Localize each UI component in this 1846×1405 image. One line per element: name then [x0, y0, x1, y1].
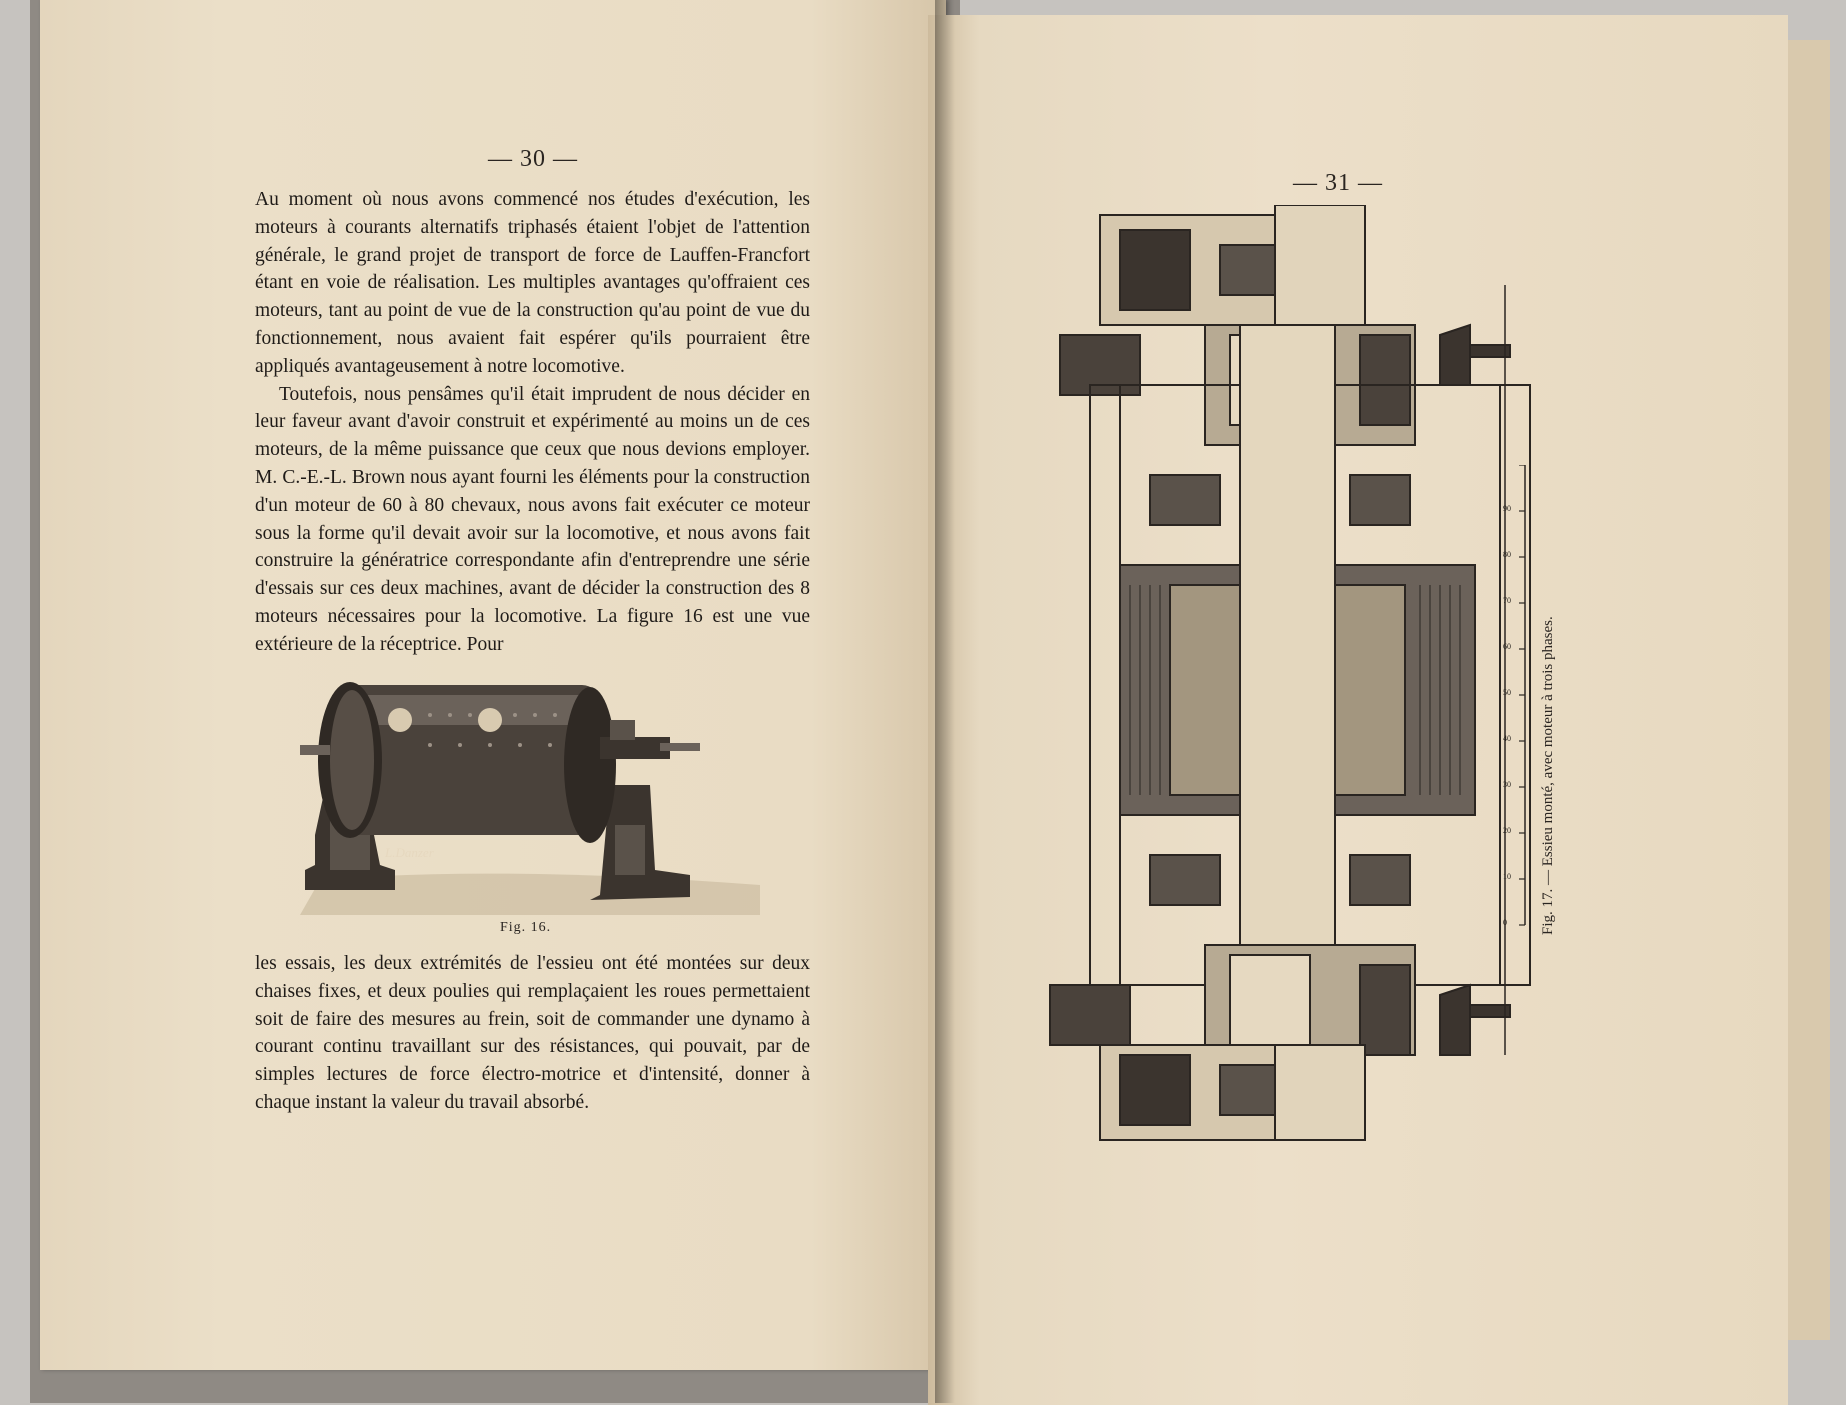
scale-label-10: 10 [1503, 872, 1511, 881]
scale-label-90: 90 [1503, 504, 1511, 513]
scale-label-70: 70 [1503, 596, 1511, 605]
left-text-top [255, 186, 810, 659]
book-gutter [935, 0, 955, 1403]
figure-17-caption: Fig. 17. — Essieu monté, avec moteur à trois phases. [1540, 616, 1556, 935]
scale-label-50: 50 [1503, 688, 1511, 697]
scale-label-0: 0 [1503, 918, 1507, 927]
figure-16-engraver-signature: L.Danzer [385, 845, 434, 860]
figure-16-motor-illustration [300, 665, 770, 915]
figure-17-scale-bar [1495, 465, 1535, 935]
right-page-number: — 31 — [1293, 170, 1383, 196]
paragraph-3: les essais, les deux extrémités de l'essieu ont été montées sur deux chaises fixes, et deux poulies qui remplaçaient les roues permettaient soit de faire des mesures au frein, soit de commander une dynamo à courant continu travaillant sur des résistances, qui pouvait, par de simples lectures de force électro-motrice et d'intensité, donner à chaque instant la valeur du travail absorbé. [255, 953, 810, 1113]
left-text-bottom [255, 950, 810, 1117]
scale-label-40: 40 [1503, 734, 1511, 743]
scale-label-60: 60 [1503, 642, 1511, 651]
scale-label-20: 20 [1503, 826, 1511, 835]
paragraph-1: Au moment où nous avons commencé nos études d'exécution, les moteurs à courants alternatifs triphasés étaient l'objet de l'attention générale, le grand projet de transport de force de Lauffen-Francfort étant en voie de réalisation. Les multiples avantages qu'offraient ces moteurs, tant au point de vue de la construction qu'au point de vue du fonctionnement, nous avaient fait espérer qu'ils pourraient être appliqués avantageusement à notre locomotive. [255, 189, 810, 377]
left-page-number: — 30 — [488, 146, 578, 172]
scale-label-30: 30 [1503, 780, 1511, 789]
figure-16-caption: Fig. 16. [500, 920, 552, 935]
paragraph-2: Toutefois, nous pensâmes qu'il était imprudent de nous décider en leur faveur avant d'avoir construit et expérimenté au moins un de ces moteurs, de la même puissance que ceux que nous devions employer. M. C.-E.-L. Brown nous ayant fourni les éléments pour la construction d'un moteur de 60 à 80 chevaux, nous avons fait exécuter ce moteur sous la forme qu'il devait avoir sur la locomotive, et nous avons fait construire la génératrice correspondante afin d'entreprendre une série d'essais sur ces deux machines, avant de décider la construction des 8 moteurs nécessaires pour la locomotive. La figure 16 est une vue extérieure de la réceptrice. Pour [255, 383, 810, 655]
scale-label-80: 80 [1503, 550, 1511, 559]
